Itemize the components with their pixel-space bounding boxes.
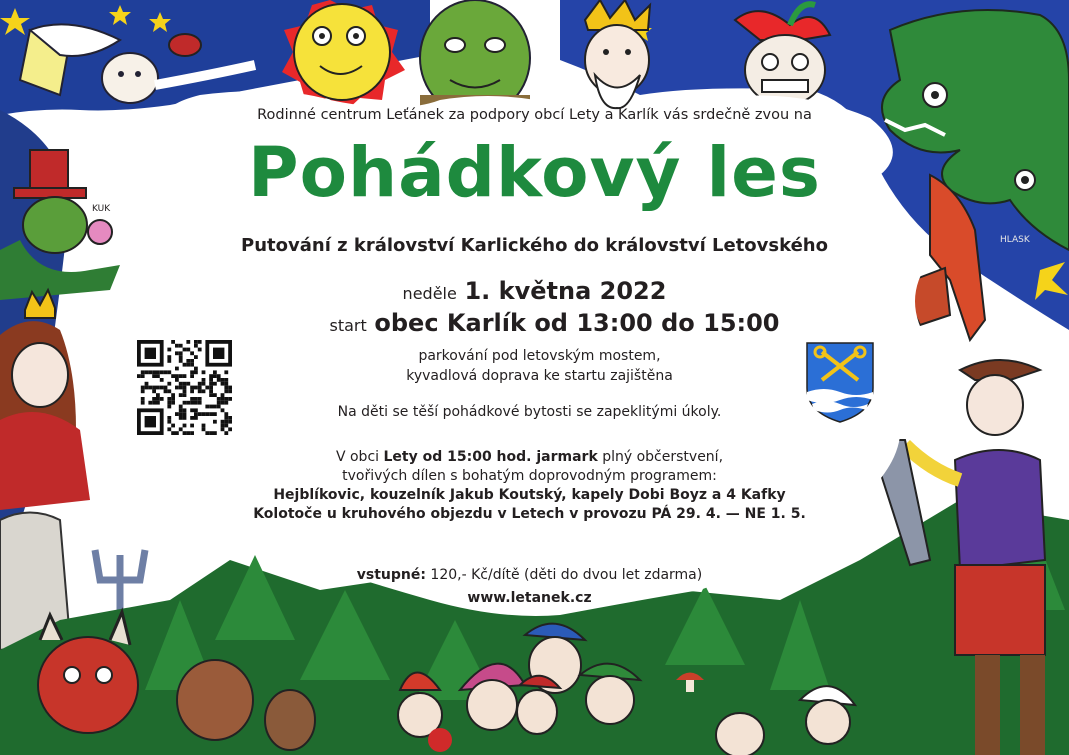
date-value: 1. května 2022 (464, 277, 667, 305)
apple-icon (428, 728, 452, 752)
event-date (0, 277, 1069, 305)
event-start (20, 309, 1069, 337)
parking-line-1: parkování pod letovským mostem, (418, 348, 661, 364)
market-info (0, 448, 1064, 524)
date-prefix: neděle (402, 284, 457, 303)
market-bold: Lety od 15:00 hod. jarmark (383, 449, 598, 465)
start-value: obec Karlík od 13:00 do 15:00 (374, 309, 780, 337)
performers: Hejblíkovic, kouzelník Jakub Koutský, kapely Dobi Boyz a 4 Kafky (273, 487, 786, 503)
market-pre: V obci (335, 449, 380, 465)
fee-info (0, 567, 1064, 583)
carousel-info: Kolotoče u kruhového objezdu v Letech v provozu PÁ 29. 4. — NE 1. 5. (253, 506, 806, 522)
bear-icon (177, 660, 253, 740)
goat-icon (265, 690, 315, 750)
start-prefix: start (329, 316, 367, 335)
hlask-label: HLASK (1000, 235, 1030, 245)
event-subtitle: Putování z království Karlického do království Letovského (241, 235, 828, 256)
market-post: plný občerstvení, (602, 449, 724, 465)
ladybird-icon (169, 34, 201, 56)
market-line-1 (0, 448, 1064, 467)
kids-info: Na děti se těší pohádkové bytosti se zapeklitými úkoly. (337, 404, 722, 420)
fee-label: vstupné: (356, 567, 426, 583)
parking-line-2: kyvadlová doprava ke startu zajištěna (406, 368, 673, 384)
parking-info (5, 346, 1069, 386)
event-title: Pohádkový les (248, 133, 821, 213)
jester-icon (735, 4, 830, 105)
website-link[interactable]: www.letanek.cz (467, 590, 592, 606)
fee-value: 120,- Kč/dítě (děti do dvou let zdarma) (430, 567, 703, 583)
market-line-2: tvořivých dílen s bohatým doprovodným programem: (342, 468, 717, 484)
kuk-label: KUK (92, 204, 111, 214)
intro-text: Rodinné centrum Leťánek za podpory obcí Lety a Karlík vás srdečně zvou na (257, 107, 812, 123)
